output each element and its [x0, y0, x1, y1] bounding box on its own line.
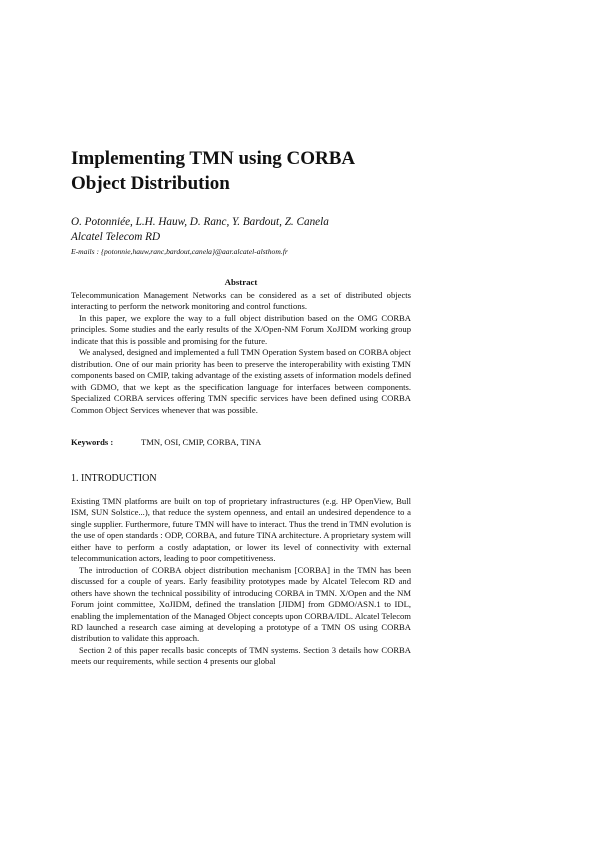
author-affiliation: Alcatel Telecom RD	[71, 231, 161, 243]
keywords-line	[71, 437, 411, 448]
author-emails: E-mails : {potonnie,hauw,ranc,bardout,canela}@aar.alcatel-alsthom.fr	[71, 247, 288, 256]
author-block	[71, 215, 511, 245]
keywords-label: Keywords :	[71, 437, 114, 447]
abstract-paragraph: We analysed, designed and implemented a full TMN Operation System based on CORBA object distribution. One of our main priority has been to preserve the interoperability with existing TMN components based on CMIP, taking advantage of the existing assets of information models defined with GDMO, that we kept as the specification language for interfaces between components. Specialized CORBA services offering TMN specific services have been defined using CORBA Common Object Services whenever that was possible.	[71, 347, 411, 415]
introduction-paragraph: Section 2 of this paper recalls basic concepts of TMN systems. Section 3 details how CORBA meets our requirements, while section 4 presents our global	[71, 644, 411, 667]
abstract-body	[71, 290, 411, 416]
title-line-2: Object Distribution	[71, 173, 230, 194]
introduction-paragraph: The introduction of CORBA object distribution mechanism [CORBA] in the TMN has been discussed for a couple of years. Early feasibility prototypes made by Alcatel Telecom RD and others have shown the technical possibility of introducing CORBA in TMN. X/Open and the NM Forum joint committee, XoJIDM, defined the translation [JIDM] from GDMO/ASN.1 to IDL, enabling the implementation of the Managed Object concepts upon CORBA/IDL. Alcatel Telecom RD launched a research case aiming at developing a prototype of a TMN OS using CORBA distribution to validate this approach.	[71, 564, 411, 644]
keywords-value: TMN, OSI, CMIP, CORBA, TINA	[141, 437, 262, 447]
title-line-1: Implementing TMN using CORBA	[71, 148, 356, 169]
author-names: O. Potonniée, L.H. Hauw, D. Ranc, Y. Bardout, Z. Canela	[71, 216, 329, 228]
introduction-paragraph: Existing TMN platforms are built on top of proprietary infrastructures (e.g. HP OpenView, Bull ISM, SUN Solstice...), that reduce the system openness, and entail an undesired dependence to a single supplier. Furthermore, future TMN will have to interact. Thus the trend in TMN evolution is the use of open standards : ODP, CORBA, and future TINA architecture. A proprietary system will either have to perform a costly adaptation, or lower its level of connectivity with external telecommunication actors, leading to poor competitiveness.	[71, 496, 411, 564]
paper-title	[71, 146, 471, 196]
abstract-paragraph: In this paper, we explore the way to a full object distribution based on the OMG CORBA principles. Some studies and the early results of the X/Open-NM Forum XoJIDM working group indicate that this is possible and promising for the future.	[71, 312, 411, 346]
abstract-heading: Abstract	[224, 277, 258, 287]
section-heading-introduction: 1. INTRODUCTION	[71, 473, 157, 484]
abstract-paragraph: Telecommunication Management Networks can be considered as a set of distributed objects interacting to perform the network monitoring and control functions.	[71, 290, 411, 312]
introduction-body	[71, 496, 411, 668]
